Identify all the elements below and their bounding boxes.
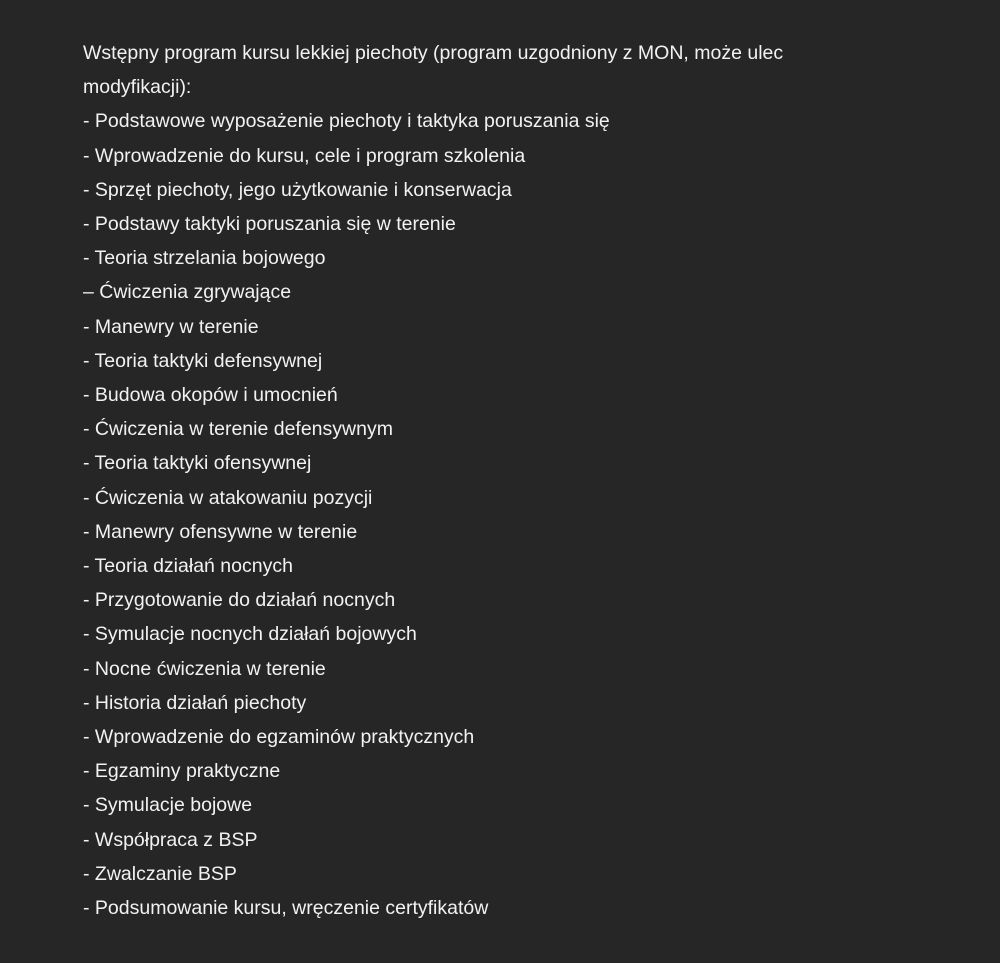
list-item: - Manewry w terenie: [83, 315, 259, 338]
list-item: - Zwalczanie BSP: [83, 862, 237, 885]
list-item: – Ćwiczenia zgrywające: [83, 281, 292, 304]
list-item: - Przygotowanie do działań nocnych: [83, 589, 396, 612]
list-item: - Symulacje bojowe: [83, 794, 253, 817]
list-item: - Ćwiczenia w atakowaniu pozycji: [83, 486, 373, 509]
list-item: - Wprowadzenie do kursu, cele i program szkolenia: [83, 144, 526, 167]
list-item: - Teoria działań nocnych: [83, 555, 293, 578]
list-item: - Współpraca z BSP: [83, 828, 258, 851]
list-item: - Egzaminy praktyczne: [83, 760, 281, 783]
list-item: - Historia działań piechoty: [83, 691, 307, 714]
list-item: - Wprowadzenie do egzaminów praktycznych: [83, 726, 475, 749]
list-item: - Sprzęt piechoty, jego użytkowanie i konserwacja: [83, 178, 512, 201]
intro-paragraph: Wstępny program kursu lekkiej piechoty (program uzgodniony z MON, może ulec modyfikacji):: [83, 42, 784, 99]
list-item: - Ćwiczenia w terenie defensywnym: [83, 418, 393, 441]
list-item: - Symulacje nocnych działań bojowych: [83, 623, 417, 646]
list-item: - Nocne ćwiczenia w terenie: [83, 657, 326, 680]
list-item: - Podstawowe wyposażenie piechoty i taktyka poruszania się: [83, 110, 610, 133]
list-item: - Podsumowanie kursu, wręczenie certyfikatów: [83, 897, 489, 920]
document-body: [83, 36, 843, 925]
list-item: - Manewry ofensywne w terenie: [83, 520, 358, 543]
list-item: - Teoria taktyki defensywnej: [83, 349, 323, 372]
list-item: - Teoria taktyki ofensywnej: [83, 452, 312, 475]
list-item: - Budowa okopów i umocnień: [83, 384, 338, 407]
list-item: - Podstawy taktyki poruszania się w terenie: [83, 213, 456, 236]
course-program-list: [83, 104, 843, 925]
list-item: - Teoria strzelania bojowego: [83, 247, 326, 270]
